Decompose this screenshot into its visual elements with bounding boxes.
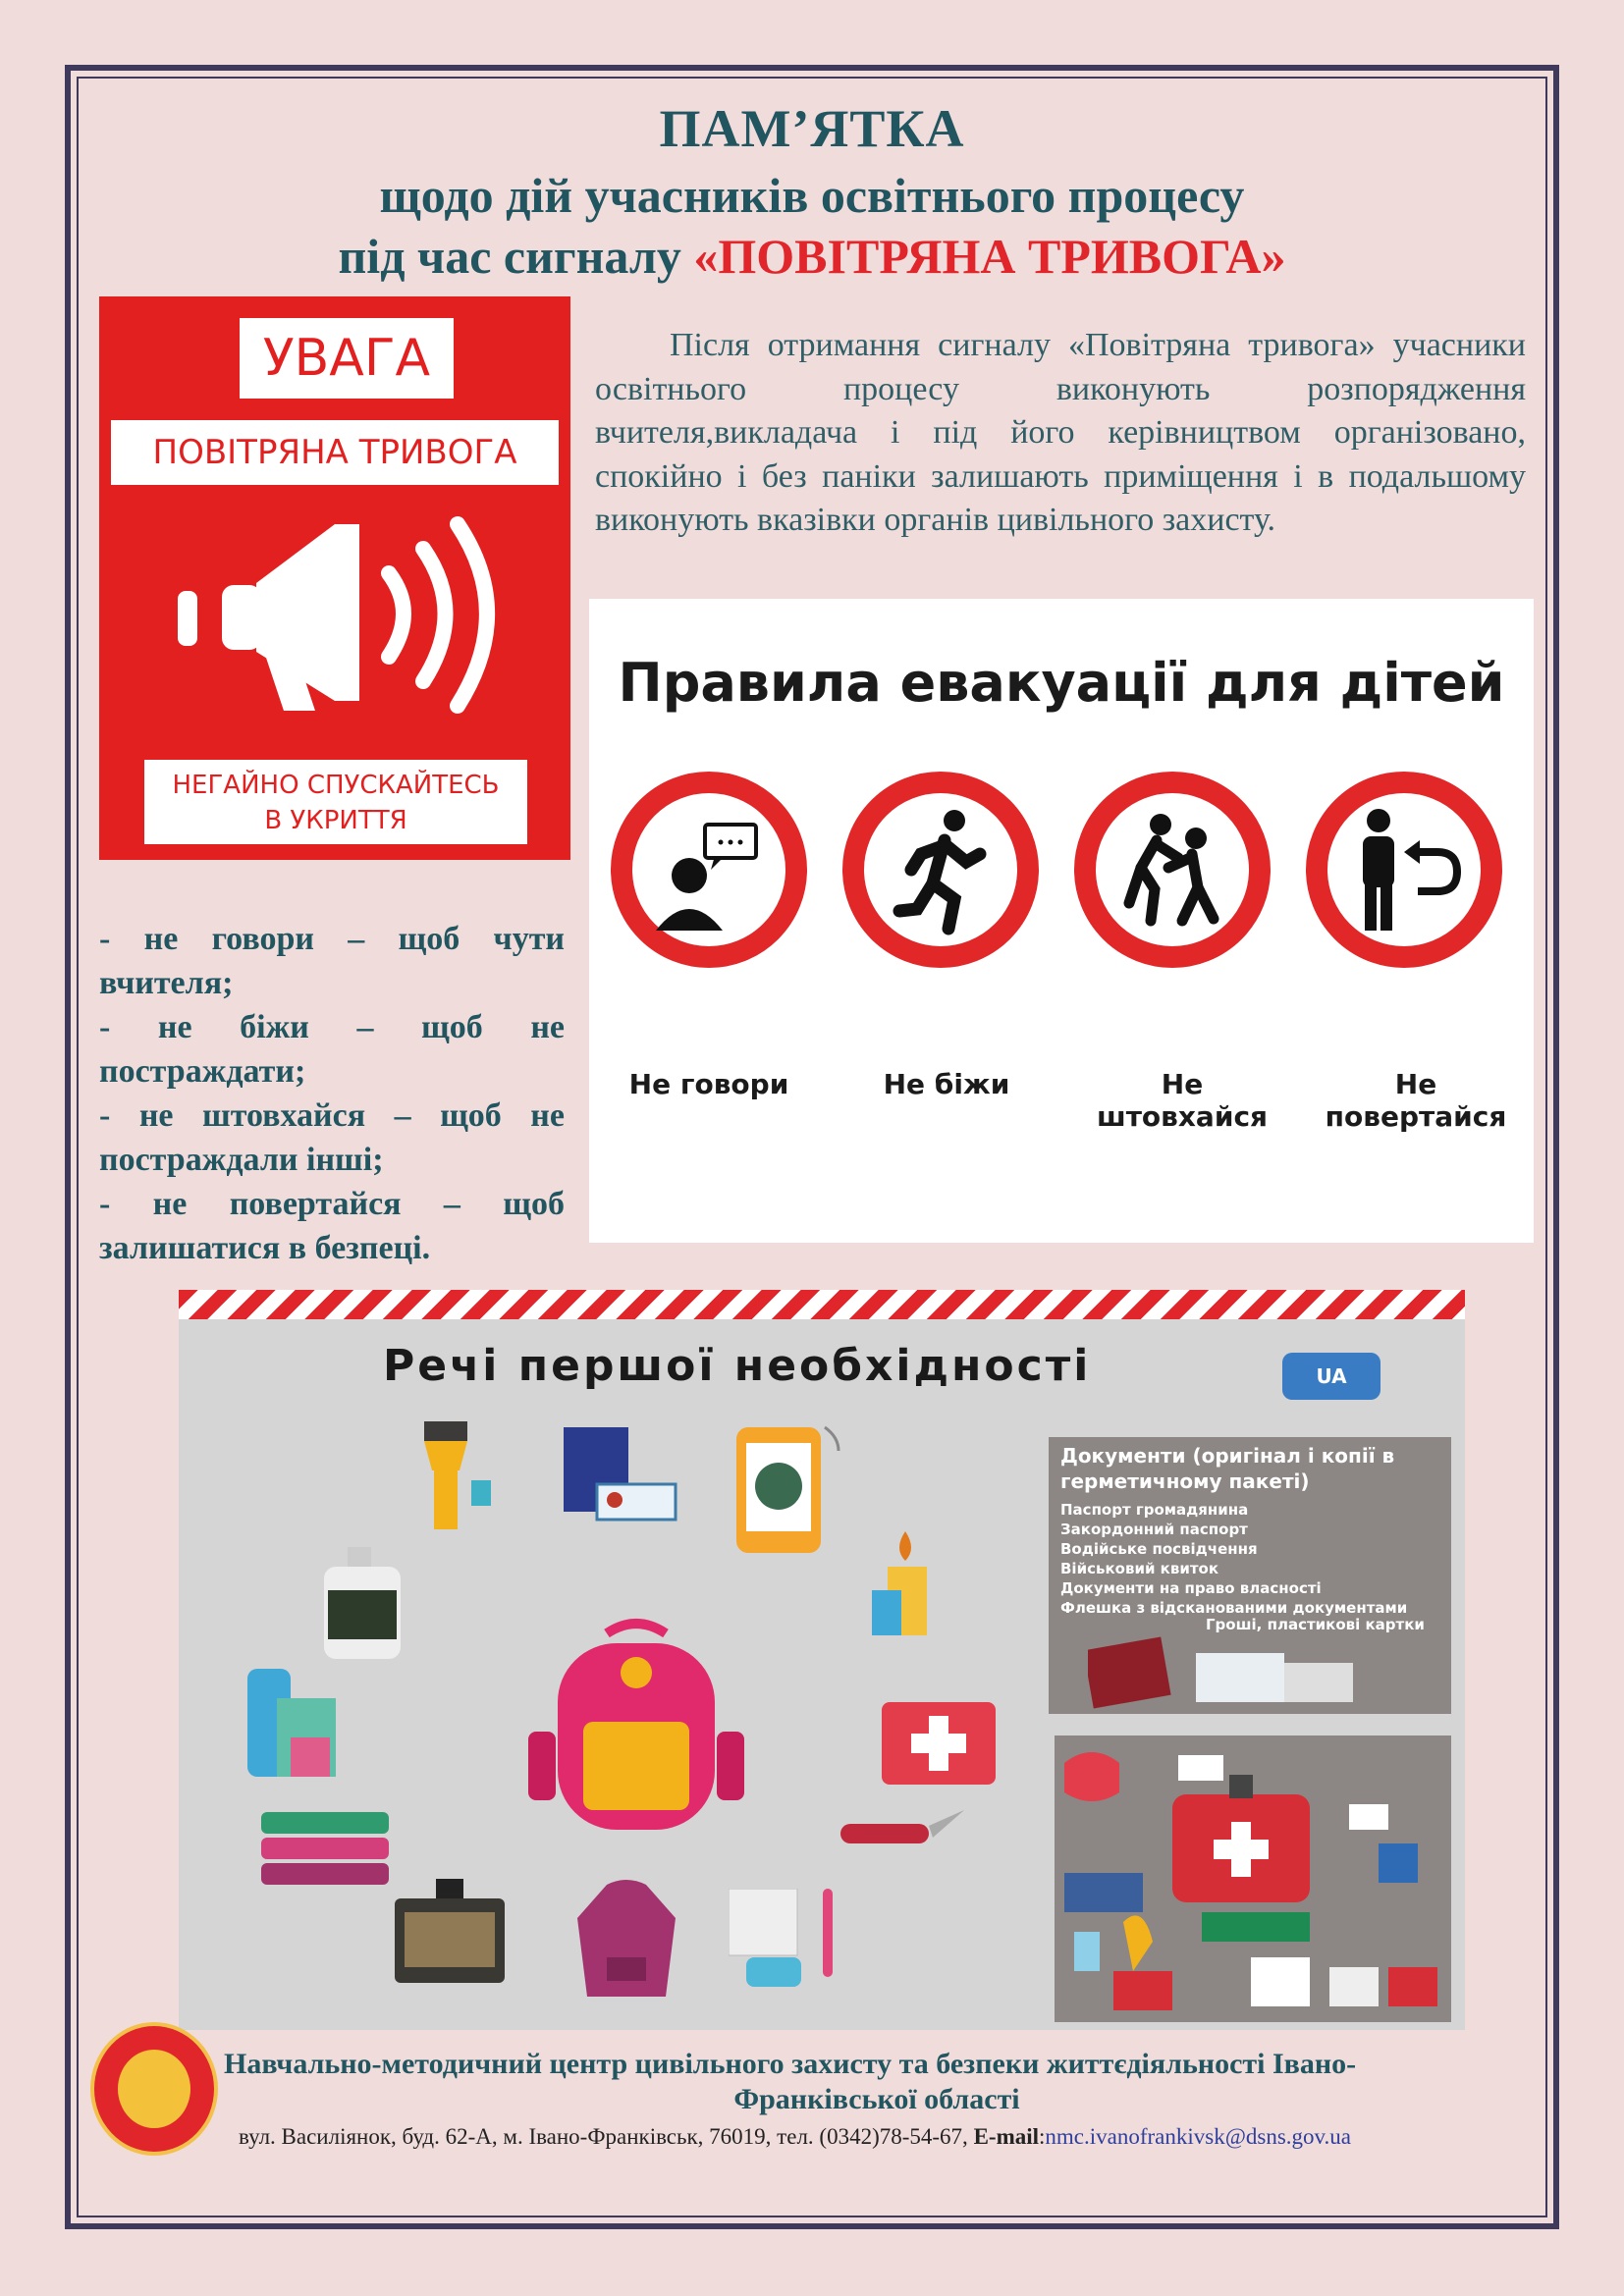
intro-paragraph-text: Після отримання сигналу «Повітряна тривога» учасники освітнього процесу виконують розпорядження вчителя,викладача і під його керівництвом організовано, спокійно і без паніки залишають приміщення і в подальшому виконують вказівки органів цивільного захисту. xyxy=(595,327,1526,538)
documents-list xyxy=(1060,1500,1407,1618)
water-bottle-icon xyxy=(242,1669,359,1791)
poster-instruction-line1: НЕГАЙНО СПУСКАЙТЕСЬ xyxy=(172,771,500,800)
sign-no-talking xyxy=(611,772,807,968)
page-title: ПАМ’ЯТКА xyxy=(659,99,965,158)
poster-title: УВАГА xyxy=(240,318,454,399)
organization-name-line1: Навчально-методичний центр цивільного захисту та безпеки життєдіяльності Івано- xyxy=(224,2048,1357,2080)
sign-label-no-pushing: Не штовхайся xyxy=(1096,1068,1269,1133)
rule-item: - не повертайся – щоб залишатися в безпеці. xyxy=(99,1186,565,1266)
no-returning-icon xyxy=(1327,793,1481,946)
email-label: E-mail xyxy=(973,2124,1040,2149)
passport-icon xyxy=(564,1427,681,1530)
sign-label-no-talking: Не говори xyxy=(628,1068,789,1100)
sign-label-no-returning: Не повертайся xyxy=(1325,1068,1507,1133)
intro-paragraph xyxy=(595,324,1526,543)
emblem-center-icon xyxy=(118,2050,190,2128)
document-item: Закордонний паспорт xyxy=(1060,1521,1248,1538)
backpack-icon xyxy=(528,1614,744,1844)
poster-instruction-line2: В УКРИТТЯ xyxy=(264,806,407,835)
signal-prefix: під час сигналу xyxy=(338,229,694,284)
page-subtitle-signal xyxy=(98,228,1526,285)
evacuation-rules-panel xyxy=(589,599,1534,1243)
sign-no-running xyxy=(842,772,1039,968)
hygiene-items-icon xyxy=(729,1889,846,2002)
rule-item: - не штовхайся – щоб не постраждали інші; xyxy=(99,1097,565,1178)
eco-bottle-icon xyxy=(318,1547,406,1670)
money-item: Гроші, пластикові картки xyxy=(1206,1616,1425,1633)
smartphone-icon xyxy=(736,1417,854,1560)
document-item: Водійське посвідчення xyxy=(1060,1540,1258,1558)
flashlight-icon xyxy=(414,1421,503,1544)
essentials-title: Речі першої необхідності xyxy=(383,1341,1092,1391)
organization-name-line2: Франківської області xyxy=(733,2083,1020,2115)
first-aid-contents-panel xyxy=(1055,1735,1451,2022)
documents-heading: Документи (оригінал і копії в герметичному пакеті) xyxy=(1060,1444,1395,1493)
evacuation-rules-title: Правила евакуації для дітей xyxy=(618,652,1505,714)
rule-item: - не біжи – щоб не постраждати; xyxy=(99,1009,565,1090)
organization-emblem-logo xyxy=(90,2022,218,2156)
no-talking-icon xyxy=(632,793,785,946)
warning-stripes xyxy=(179,1290,1465,1319)
hoodie-icon xyxy=(568,1879,685,2011)
page-subtitle: щодо дій учасників освітнього процесу xyxy=(379,168,1245,223)
sign-label-no-running: Не біжи xyxy=(883,1068,1010,1100)
first-aid-supplies-icon xyxy=(1055,1735,1451,2022)
address-text: вул. Василіянок, буд. 62-А, м. Івано-Франківськ, 76019, тел. (0342)78-54-67, xyxy=(239,2124,974,2149)
organization-contacts: вул. Василіянок, буд. 62-А, м. Івано-Франківськ, 76019, тел. (0342)78-54-67, E-mail:nmc.ivanofrankivsk@dsns.gov.ua xyxy=(239,2124,1352,2149)
ukraine-map-logo-icon: UA xyxy=(1282,1353,1380,1400)
no-running-icon xyxy=(864,793,1017,946)
poster-subtitle: ПОВІТРЯНА ТРИВОГА xyxy=(111,420,559,485)
signal-name: «ПОВІТРЯНА ТРИВОГА» xyxy=(693,229,1286,284)
rule-item: - не говори – щоб чути вчителя; xyxy=(99,921,565,1001)
candle-icon xyxy=(866,1531,945,1654)
passport-documents-icon xyxy=(1088,1633,1382,1712)
pocket-knife-icon xyxy=(831,1804,968,1868)
first-aid-kit-icon xyxy=(876,1692,1003,1795)
documents-panel xyxy=(1049,1437,1451,1714)
cooking-pot-icon xyxy=(381,1879,518,1992)
document-item: Флешка з відсканованими документами xyxy=(1060,1599,1408,1617)
megaphone-icon xyxy=(138,505,531,750)
sign-no-pushing xyxy=(1074,772,1271,968)
clothes-stack-icon xyxy=(261,1812,399,1896)
no-pushing-icon xyxy=(1096,793,1249,946)
email-link[interactable]: nmc.ivanofrankivsk@dsns.gov.ua xyxy=(1045,2124,1352,2149)
essentials-infographic xyxy=(179,1290,1465,2030)
document-item: Військовий квиток xyxy=(1060,1560,1219,1577)
rules-list xyxy=(99,917,565,1270)
document-item: Паспорт громадянина xyxy=(1060,1501,1249,1519)
sign-no-returning xyxy=(1306,772,1502,968)
document-item: Документи на право власності xyxy=(1060,1579,1322,1597)
poster-instruction xyxy=(144,760,527,844)
air-alert-poster xyxy=(99,296,570,860)
